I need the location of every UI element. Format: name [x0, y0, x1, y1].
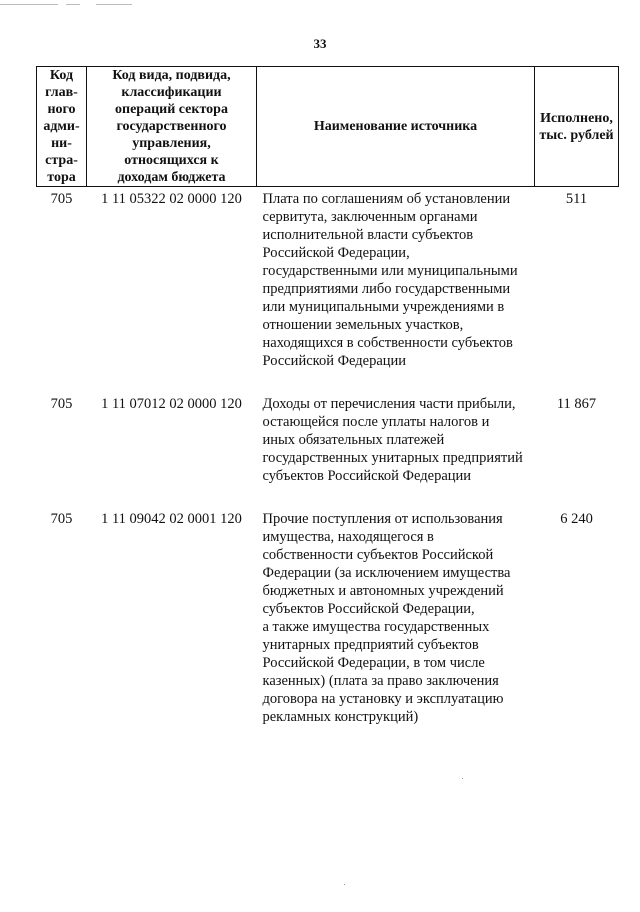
header-executed: Исполнено, тыс. рублей [535, 67, 619, 187]
source-name-cell: Доходы от перечисления части прибыли, остающейся после уплаты налогов и иных обязательных платежей государственных унитарных предприятий субъектов Российской Федерации [262, 396, 523, 484]
header-classification-code: Код вида, подвида, классификации операций сектора государственного управления, относящихся к доходам бюджета [87, 67, 257, 187]
classification-code-cell: 1 11 07012 02 0000 120 [101, 396, 242, 412]
table-row [37, 187, 619, 393]
admin-code-cell: 705 [50, 191, 73, 207]
table-header-row [37, 67, 619, 187]
page-number: 33 [313, 36, 327, 51]
executed-amount-cell: 11 867 [556, 396, 597, 412]
scan-edge-mark [0, 4, 58, 5]
header-admin-code: Код глав- ного адми- ни- стра- тора [37, 67, 87, 187]
executed-amount-cell: 6 240 [560, 511, 593, 527]
executed-amount-cell: 511 [565, 191, 588, 207]
scan-edge-mark [96, 4, 132, 5]
revenue-sources-table [36, 66, 619, 748]
admin-code-cell: 705 [50, 511, 73, 527]
table-row [37, 392, 619, 507]
scan-speck [344, 884, 345, 885]
source-name-cell: Прочие поступления от использования имущества, находящегося в собственности субъектов Российской Федерации (за исключением имущества бюджетных и автономных учреждений субъектов Российской Федерации, а также имущества государственных унитарных предприятий субъектов Российской Федерации, в том числе казенных) (плата за право заключения договора на установку и эксплуатацию рекламных конструкций) [262, 511, 511, 725]
table-row [37, 507, 619, 748]
header-source-name: Наименование источника [257, 67, 535, 187]
classification-code-cell: 1 11 09042 02 0001 120 [101, 511, 242, 527]
scan-edge-mark [66, 4, 80, 5]
scan-speck [462, 778, 463, 779]
classification-code-cell: 1 11 05322 02 0000 120 [101, 191, 242, 207]
admin-code-cell: 705 [50, 396, 73, 412]
source-name-cell: Плата по соглашениям об установлении сервитута, заключенным органами исполнительной власти субъектов Российской Федерации, государственными или муниципальными предприятиями либо государственными или муниципальными учреждениями в отношении земельных участков, находящихся в собственности субъектов Российской Федерации [262, 191, 518, 369]
